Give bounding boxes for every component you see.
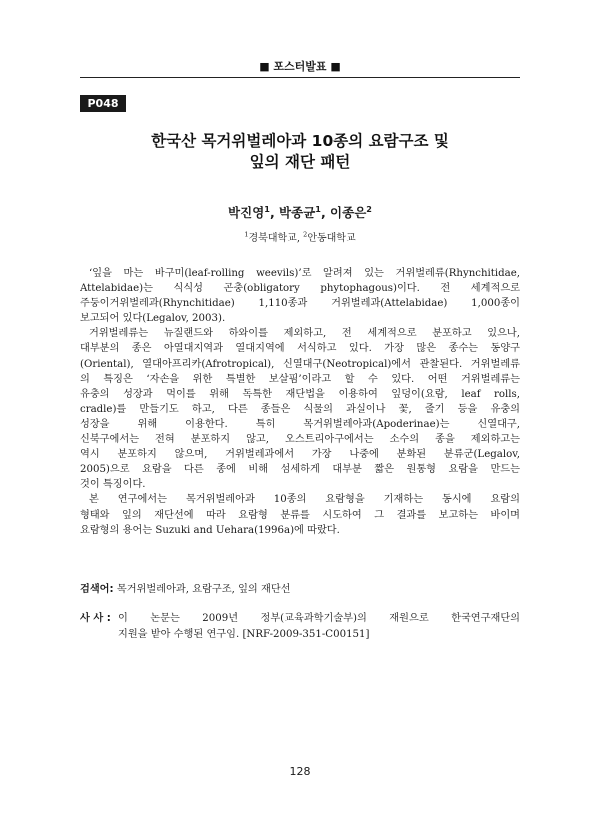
author-affiliation-mark: 1: [315, 203, 321, 214]
affiliation-list: [80, 229, 520, 244]
abstract-line: 형태와 잎의 재단선에 따라 요람형 분류를 시도하여 그 결과를 보고하는 바이며: [80, 509, 520, 521]
page-number: 128: [289, 765, 311, 778]
abstract-line: 거위벌레류는 뉴질랜드와 하와이를 제외하고, 전 세계적으로 분포하고 있으나,: [89, 328, 520, 340]
abstract-line: 것이 특징이다.: [80, 479, 146, 491]
affiliation-name: 경북대학교: [248, 233, 297, 244]
abstract-line: 대부분의 종은 아열대지역과 열대지역에 서식하고 있다. 가장 많은 종수는 동양구: [80, 343, 520, 355]
abstract-line: 성장을 위해 이용한다. 특히 목거위벌레아과(Apoderinae)는 신열대구,: [80, 418, 520, 430]
abstract-line: 보고되어 있다(Legalov, 2003).: [80, 313, 226, 325]
keywords-text: 목거위벌레아과, 요람구조, 잎의 재단선: [116, 584, 291, 595]
header-divider: [80, 77, 520, 78]
author-affiliation-mark: 1: [264, 203, 270, 214]
abstract-line: 요람형의 용어는 Suzuki and Uehara(1996a)에 따랐다.: [80, 524, 340, 536]
author-name: 박진영: [228, 205, 265, 220]
paper-title: [80, 131, 520, 173]
abstract-line: 본 연구에서는 목거위벌레아과 10종의 요람형을 기재하는 동시에 요람의: [89, 494, 520, 506]
acknowledgment-label: 사 사 :: [80, 613, 111, 624]
affiliation-mark: 2: [303, 230, 308, 239]
abstract-line: (Oriental), 열대아프리카(Afrotropical), 신열대구(Neotropical)에서 관찰된다. 거위벌레류: [80, 358, 520, 370]
keywords-line: [80, 580, 520, 595]
title-line: 한국산 목거위벌레아과 10종의 요람구조 및: [151, 132, 449, 150]
keywords-label: 검색어:: [80, 584, 114, 595]
abstract-line: 2005)으로 요람을 다른 종에 비해 섬세하게 대부분 짧은 원통형 요람을 만드는: [80, 464, 520, 476]
abstract-line: 주둥이거위벌레과(Rhynchitidae) 1,110종과 거위벌레과(Attelabidae) 1,000종이: [80, 298, 520, 310]
abstract-line: 의 특징은 ‘자손을 위한 특별한 보살핌’이라고 할 수 있다. 어떤 거위벌레류는: [80, 373, 520, 385]
acknowledgment-line: 지원을 받아 수행된 연구임. [NRF-2009-351-C00151]: [118, 628, 370, 640]
abstract-line: 유충의 성장과 먹이를 위해 독특한 재단법을 이용하여 잎덩이(요람, leaf rolls,: [80, 388, 520, 400]
acknowledgment: [80, 611, 520, 642]
author-name: 이종은: [330, 205, 367, 220]
section-header-label: ■ 포스터발표 ■: [259, 60, 341, 73]
author-list: [80, 203, 520, 221]
author-affiliation-mark: 2: [366, 203, 372, 214]
affiliation-name: 안동대학교: [307, 233, 356, 244]
abstract-body: [80, 266, 520, 538]
affiliation-mark: 1: [244, 230, 249, 239]
title-line: 잎의 재단 패턴: [249, 153, 351, 171]
abstract-line: Attelabidae)는 식식성 곤충(obligatory phytophagous)이다. 전 세계적으로: [80, 283, 520, 295]
poster-code-badge: P048: [80, 95, 126, 112]
affiliation-separator: ,: [296, 233, 304, 244]
author-name: 박종균: [279, 205, 316, 220]
acknowledgment-line: 이 논문는 2009년 정부(교육과학기술부)의 재원으로 한국연구재단의: [118, 613, 520, 624]
abstract-line: 신북구에서는 전혀 분포하지 않고, 오스트리아구에서는 소수의 종을 제외하고는: [80, 434, 520, 446]
author-separator: ,: [320, 205, 331, 220]
abstract-line: ‘잎을 마는 바구미(leaf-rolling weevils)’로 알려져 있는 거위벌레류(Rhynchitidae,: [89, 268, 520, 279]
abstract-line: cradle)를 만들기도 하고, 다른 종들은 식물의 과실이나 꽃, 줄기 등을 유충의: [80, 403, 520, 415]
author-separator: ,: [269, 205, 280, 220]
abstract-line: 역시 분포하지 않으며, 거위벌레과에서 가장 나중에 분화된 분류군(Legalov,: [80, 449, 520, 461]
